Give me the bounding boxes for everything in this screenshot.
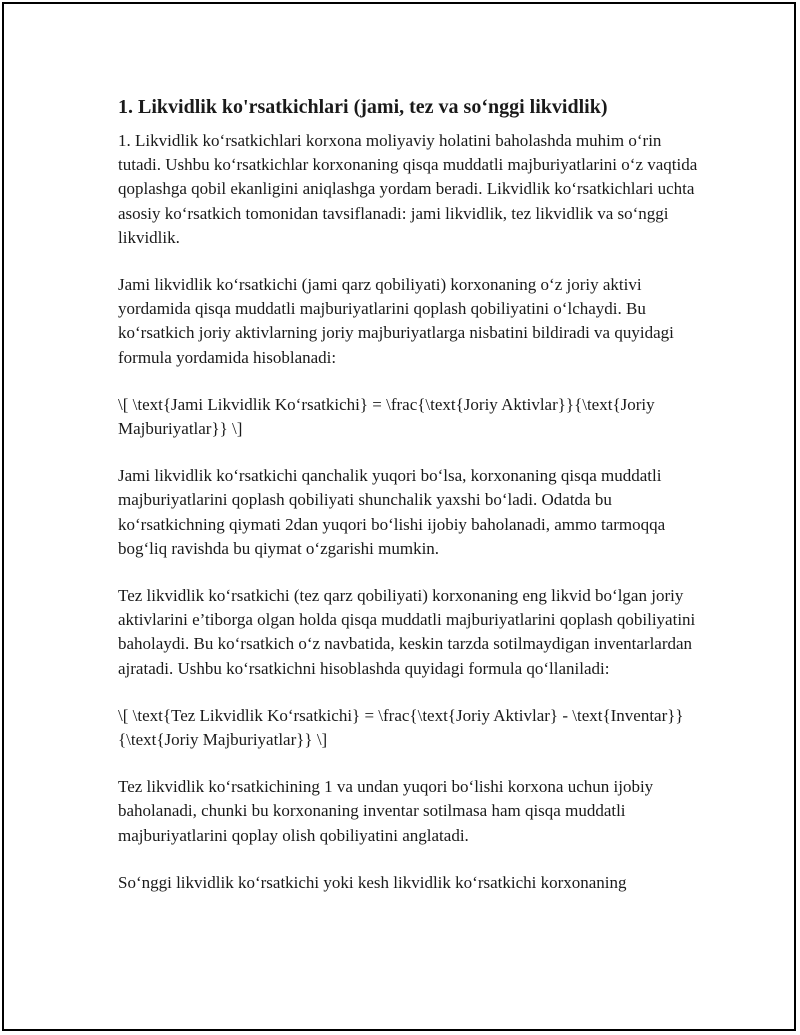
document-body bbox=[118, 94, 708, 918]
paragraph-cash-ratio: So‘nggi likvidlik ko‘rsatkichi yoki kesh likvidlik ko‘rsatkichi korxonaning bbox=[118, 872, 627, 892]
formula-quick-ratio: \[ \text{Tez Likvidlik Ko‘rsatkichi} = \frac{\text{Joriy Aktivlar} - \text{Inventar}}{\text{Joriy Majburiyatlar}} \] bbox=[118, 705, 684, 750]
paragraph-current-ratio: Jami likvidlik ko‘rsatkichi (jami qarz qobiliyati) korxonaning o‘z joriy aktivi yordamida qisqa muddatli majburiyatlarini qoplash qobiliyatini o‘lchaydi. Bu ko‘rsatkich joriy aktivlarning joriy majburiyatlarga nisbatini bildiradi va quyidagi formula yordamida hisoblanadi: bbox=[118, 275, 674, 367]
paragraph-quick-ratio: Tez likvidlik ko‘rsatkichi (tez qarz qobiliyati) korxonaning eng likvid bo‘lgan joriy aktivlarini e’tiborga olgan holda qisqa muddatli majburiyatlarini qoplash qobiliyatini baholaydi. Bu ko‘rsatkich o‘z navbatida, keskin tarzda sotilmaydigan inventarlardan ajratadi. Ushbu ko‘rsatkichni hisoblashda quyidagi formula qo‘llaniladi: bbox=[118, 586, 696, 678]
paragraph-intro: 1. Likvidlik ko‘rsatkichlari korxona moliyaviy holatini baholashda muhim o‘rin tutadi. Ushbu ko‘rsatkichlar korxonaning qisqa muddatli majburiyatlarini o‘z vaqtida qoplashga qobil ekanligini aniqlashga yordam beradi. Likvidlik ko‘rsatkichlari uchta asosiy ko‘rsatkich tomonidan tavsiflanadi: jami likvidlik, tez likvidlik va so‘nggi likvidlik. bbox=[118, 131, 698, 247]
section-heading: 1. Likvidlik ko'rsatkichlari (jami, tez va so‘nggi likvidlik) bbox=[118, 96, 608, 118]
paragraph-current-ratio-interpretation: Jami likvidlik ko‘rsatkichi qanchalik yuqori bo‘lsa, korxonaning qisqa muddatli majburiyatlarini qoplash qobiliyati shunchalik yaxshi bo‘ladi. Odatda bu ko‘rsatkichning qiymati 2dan yuqori bo‘lishi ijobiy baholanadi, ammo tarmoqqa bog‘liq ravishda bu qiymat o‘zgarishi mumkin. bbox=[118, 466, 666, 558]
paragraph-quick-ratio-interpretation: Tez likvidlik ko‘rsatkichining 1 va undan yuqori bo‘lishi korxona uchun ijobiy baholanadi, chunki bu korxonaning inventar sotilmasa ham qisqa muddatli majburiyatlarini qoplay olish qobiliyatini anglatadi. bbox=[118, 777, 654, 845]
formula-current-ratio: \[ \text{Jami Likvidlik Ko‘rsatkichi} = \frac{\text{Joriy Aktivlar}}{\text{Joriy Majburiyatlar}} \] bbox=[118, 394, 655, 439]
